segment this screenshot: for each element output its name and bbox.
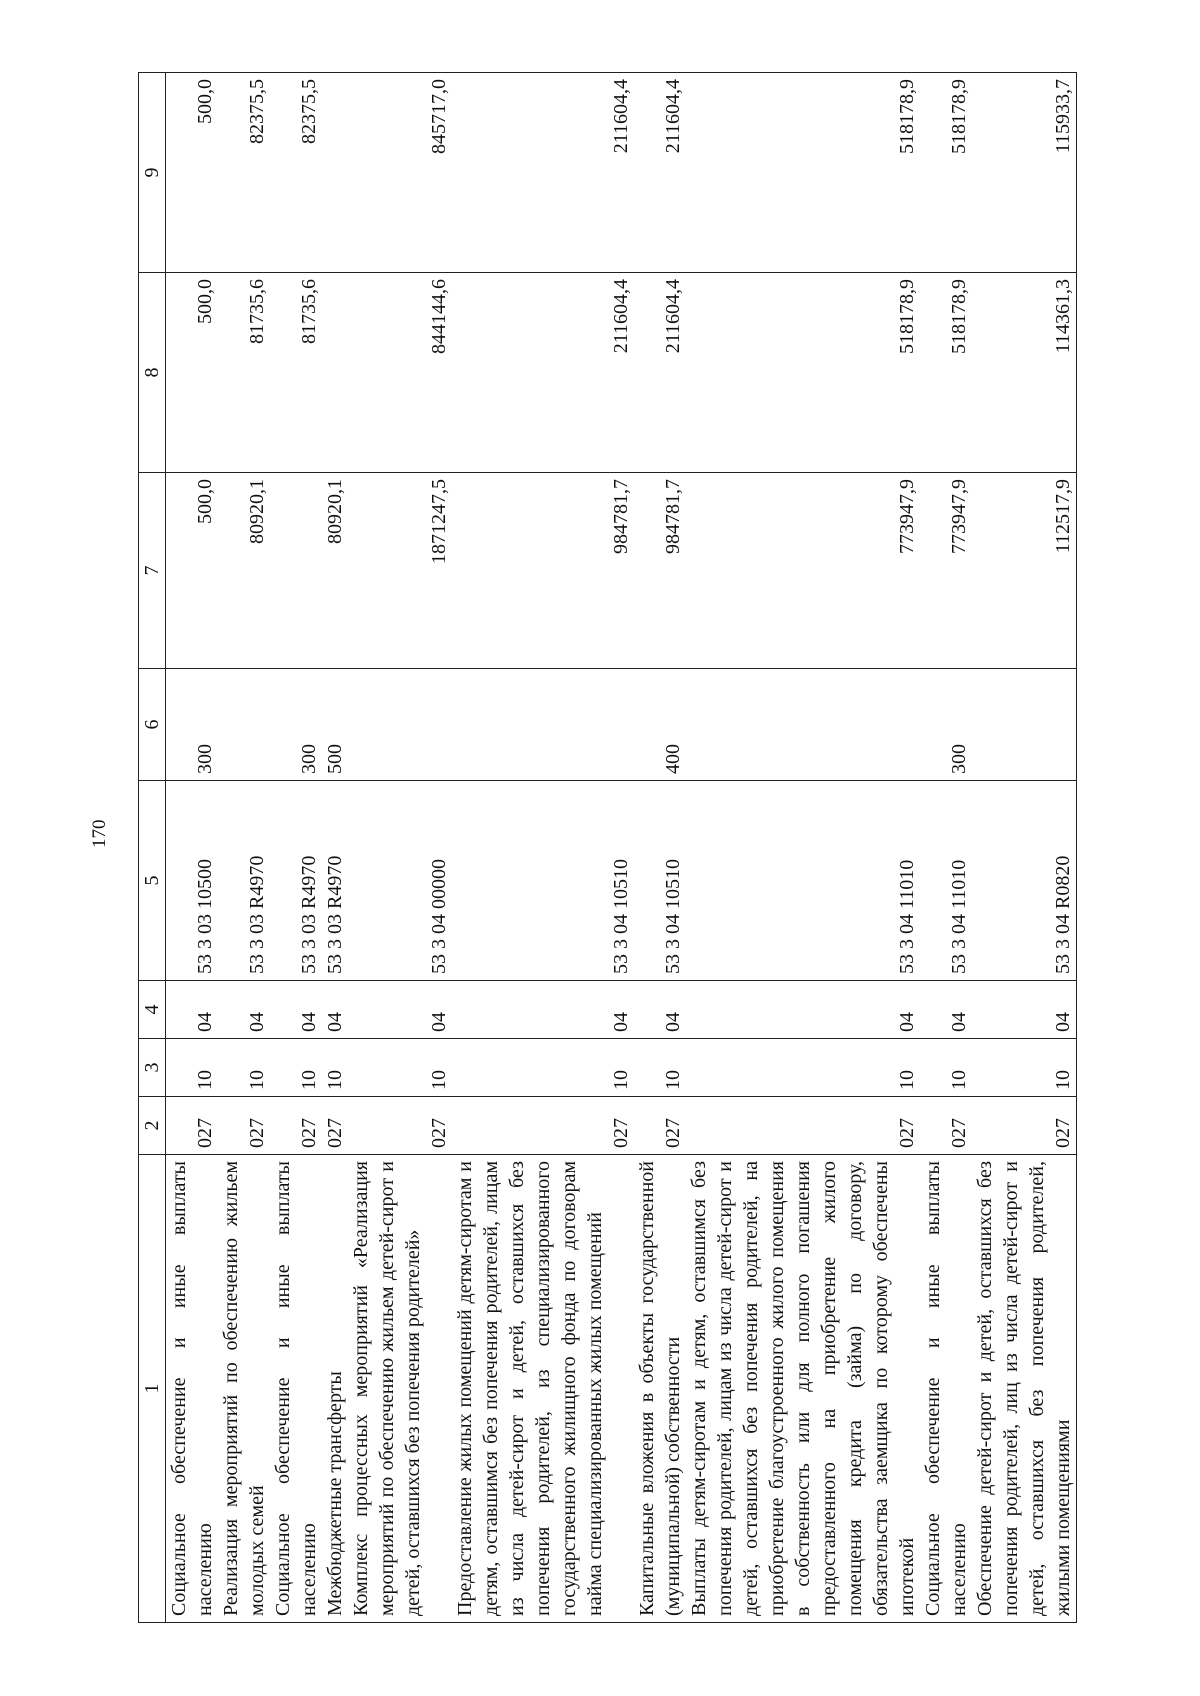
row-expense-type-cell: 300 — [166, 669, 219, 781]
row-section-cell: 10 — [972, 1039, 1077, 1097]
row-section-cell: 10 — [686, 1039, 920, 1097]
row-subsection-cell: 04 — [920, 981, 972, 1039]
row-name-cell: Социальное обеспечение и иные выплаты населению — [920, 1155, 972, 1623]
row-amount-year3-cell: 518178,9 — [920, 73, 972, 273]
row-amount-year2-cell: 114361,3 — [972, 273, 1077, 473]
row-amount-year1-cell: 80920,1 — [322, 473, 348, 669]
col-header-5: 5 — [139, 781, 166, 981]
row-amount-year1-cell — [270, 473, 322, 669]
budget-table — [138, 72, 1077, 1623]
row-subsection-cell: 04 — [634, 981, 686, 1039]
row-subsection-cell: 04 — [348, 981, 452, 1039]
row-subsection-cell: 04 — [322, 981, 348, 1039]
col-header-6: 6 — [139, 669, 166, 781]
row-name-cell: Капитальные вложения в объекты государственной (муниципальной) собственности — [634, 1155, 686, 1623]
row-target-article-cell: 53 3 04 11010 — [686, 781, 920, 981]
table-row — [920, 73, 972, 1623]
col-header-1: 1 — [139, 1155, 166, 1623]
table-row — [322, 73, 348, 1623]
row-target-article-cell: 53 3 04 11010 — [920, 781, 972, 981]
row-amount-year3-cell: 500,0 — [166, 73, 219, 273]
row-target-article-cell: 53 3 03 R4970 — [322, 781, 348, 981]
row-amount-year1-cell: 500,0 — [166, 473, 219, 669]
row-expense-type-cell — [452, 669, 634, 781]
row-name-cell: Обеспечение детей-сирот и детей, оставшихся без попечения родителей, лиц из числа детей-сирот и детей, оставшихся без попечения родителей, жилыми помещениями — [972, 1155, 1077, 1623]
row-section-cell: 10 — [452, 1039, 634, 1097]
col-header-4: 4 — [139, 981, 166, 1039]
table-row — [348, 73, 452, 1623]
row-admin-code-cell: 027 — [270, 1097, 322, 1155]
table-row — [452, 73, 634, 1623]
row-amount-year1-cell: 984781,7 — [452, 473, 634, 669]
row-expense-type-cell — [348, 669, 452, 781]
row-admin-code-cell: 027 — [218, 1097, 270, 1155]
row-amount-year1-cell: 1871247,5 — [348, 473, 452, 669]
row-admin-code-cell: 027 — [322, 1097, 348, 1155]
row-admin-code-cell: 027 — [348, 1097, 452, 1155]
row-amount-year3-cell: 82375,5 — [270, 73, 322, 273]
row-section-cell: 10 — [218, 1039, 270, 1097]
row-expense-type-cell: 300 — [270, 669, 322, 781]
row-amount-year2-cell: 211604,4 — [634, 273, 686, 473]
row-amount-year2-cell: 844144,6 — [348, 273, 452, 473]
row-section-cell: 10 — [322, 1039, 348, 1097]
row-amount-year3-cell: 211604,4 — [452, 73, 634, 273]
row-name-cell: Выплаты детям-сиротам и детям, оставшимся без попечения родителей, лицам из числа детей-сирот и детей, оставшихся без попечения родителей, на приобретение благоустроенного жилого помещения в собственность или для полного погашения предоставленного на приобретение жилого помещения кредита (займа) по договору, обязательства заемщика по которому обеспечены ипотекой — [686, 1155, 920, 1623]
row-target-article-cell: 53 3 03 R4970 — [270, 781, 322, 981]
rotated-table-container — [138, 73, 1074, 1623]
table-row — [686, 73, 920, 1623]
col-header-2: 2 — [139, 1097, 166, 1155]
row-name-cell: Социальное обеспечение и иные выплаты населению — [270, 1155, 322, 1623]
row-amount-year3-cell — [322, 73, 348, 273]
row-target-article-cell: 53 3 04 10510 — [452, 781, 634, 981]
row-amount-year2-cell: 81735,6 — [270, 273, 322, 473]
row-expense-type-cell — [686, 669, 920, 781]
table-row — [218, 73, 270, 1623]
row-expense-type-cell: 300 — [920, 669, 972, 781]
row-expense-type-cell — [218, 669, 270, 781]
row-amount-year1-cell: 984781,7 — [634, 473, 686, 669]
row-amount-year2-cell: 211604,4 — [452, 273, 634, 473]
row-name-cell: Социальное обеспечение и иные выплаты населению — [166, 1155, 219, 1623]
row-amount-year3-cell: 211604,4 — [634, 73, 686, 273]
row-amount-year3-cell: 845717,0 — [348, 73, 452, 273]
row-target-article-cell: 53 3 04 10510 — [634, 781, 686, 981]
table-row — [166, 73, 219, 1623]
row-expense-type-cell: 400 — [634, 669, 686, 781]
row-admin-code-cell: 027 — [634, 1097, 686, 1155]
row-admin-code-cell: 027 — [972, 1097, 1077, 1155]
col-header-3: 3 — [139, 1039, 166, 1097]
page-number: 170 — [89, 819, 110, 848]
row-amount-year3-cell: 115933,7 — [972, 73, 1077, 273]
row-section-cell: 10 — [270, 1039, 322, 1097]
table-row — [270, 73, 322, 1623]
row-name-cell: Предоставление жилых помещений детям-сиротам и детям, оставшимся без попечения родителей, лицам из числа детей-сирот и детей, оставшихся без попечения родителей, из специализированного государственного жилищного фонда по договорам найма специализированных жилых помещений — [452, 1155, 634, 1623]
row-amount-year2-cell: 81735,6 — [218, 273, 270, 473]
row-subsection-cell: 04 — [218, 981, 270, 1039]
row-target-article-cell: 53 3 04 00000 — [348, 781, 452, 981]
row-amount-year3-cell: 518178,9 — [686, 73, 920, 273]
row-subsection-cell: 04 — [452, 981, 634, 1039]
row-target-article-cell: 53 3 04 R0820 — [972, 781, 1077, 981]
row-name-cell: Межбюджетные трансферты — [322, 1155, 348, 1623]
row-expense-type-cell — [972, 669, 1077, 781]
row-amount-year1-cell: 773947,9 — [920, 473, 972, 669]
row-amount-year2-cell: 518178,9 — [920, 273, 972, 473]
row-amount-year1-cell: 112517,9 — [972, 473, 1077, 669]
row-name-cell: Реализация мероприятий по обеспечению жильем молодых семей — [218, 1155, 270, 1623]
row-amount-year3-cell: 82375,5 — [218, 73, 270, 273]
row-section-cell: 10 — [634, 1039, 686, 1097]
row-name-cell: Комплекс процессных мероприятий «Реализация мероприятий по обеспечению жильем детей-сирот и детей, оставшихся без попечения родителей» — [348, 1155, 452, 1623]
row-subsection-cell: 04 — [972, 981, 1077, 1039]
row-amount-year2-cell — [322, 273, 348, 473]
header-row — [139, 73, 166, 1623]
row-admin-code-cell: 027 — [452, 1097, 634, 1155]
row-target-article-cell: 53 3 03 10500 — [166, 781, 219, 981]
row-amount-year1-cell: 773947,9 — [686, 473, 920, 669]
table-row — [972, 73, 1077, 1623]
row-section-cell: 10 — [166, 1039, 219, 1097]
row-expense-type-cell: 500 — [322, 669, 348, 781]
row-amount-year2-cell: 518178,9 — [686, 273, 920, 473]
row-amount-year1-cell: 80920,1 — [218, 473, 270, 669]
table-row — [634, 73, 686, 1623]
row-subsection-cell: 04 — [686, 981, 920, 1039]
row-admin-code-cell: 027 — [686, 1097, 920, 1155]
row-section-cell: 10 — [920, 1039, 972, 1097]
col-header-9: 9 — [139, 73, 166, 273]
row-admin-code-cell: 027 — [920, 1097, 972, 1155]
row-section-cell: 10 — [348, 1039, 452, 1097]
row-target-article-cell: 53 3 03 R4970 — [218, 781, 270, 981]
row-subsection-cell: 04 — [270, 981, 322, 1039]
row-subsection-cell: 04 — [166, 981, 219, 1039]
col-header-8: 8 — [139, 273, 166, 473]
row-admin-code-cell: 027 — [166, 1097, 219, 1155]
row-amount-year2-cell: 500,0 — [166, 273, 219, 473]
col-header-7: 7 — [139, 473, 166, 669]
